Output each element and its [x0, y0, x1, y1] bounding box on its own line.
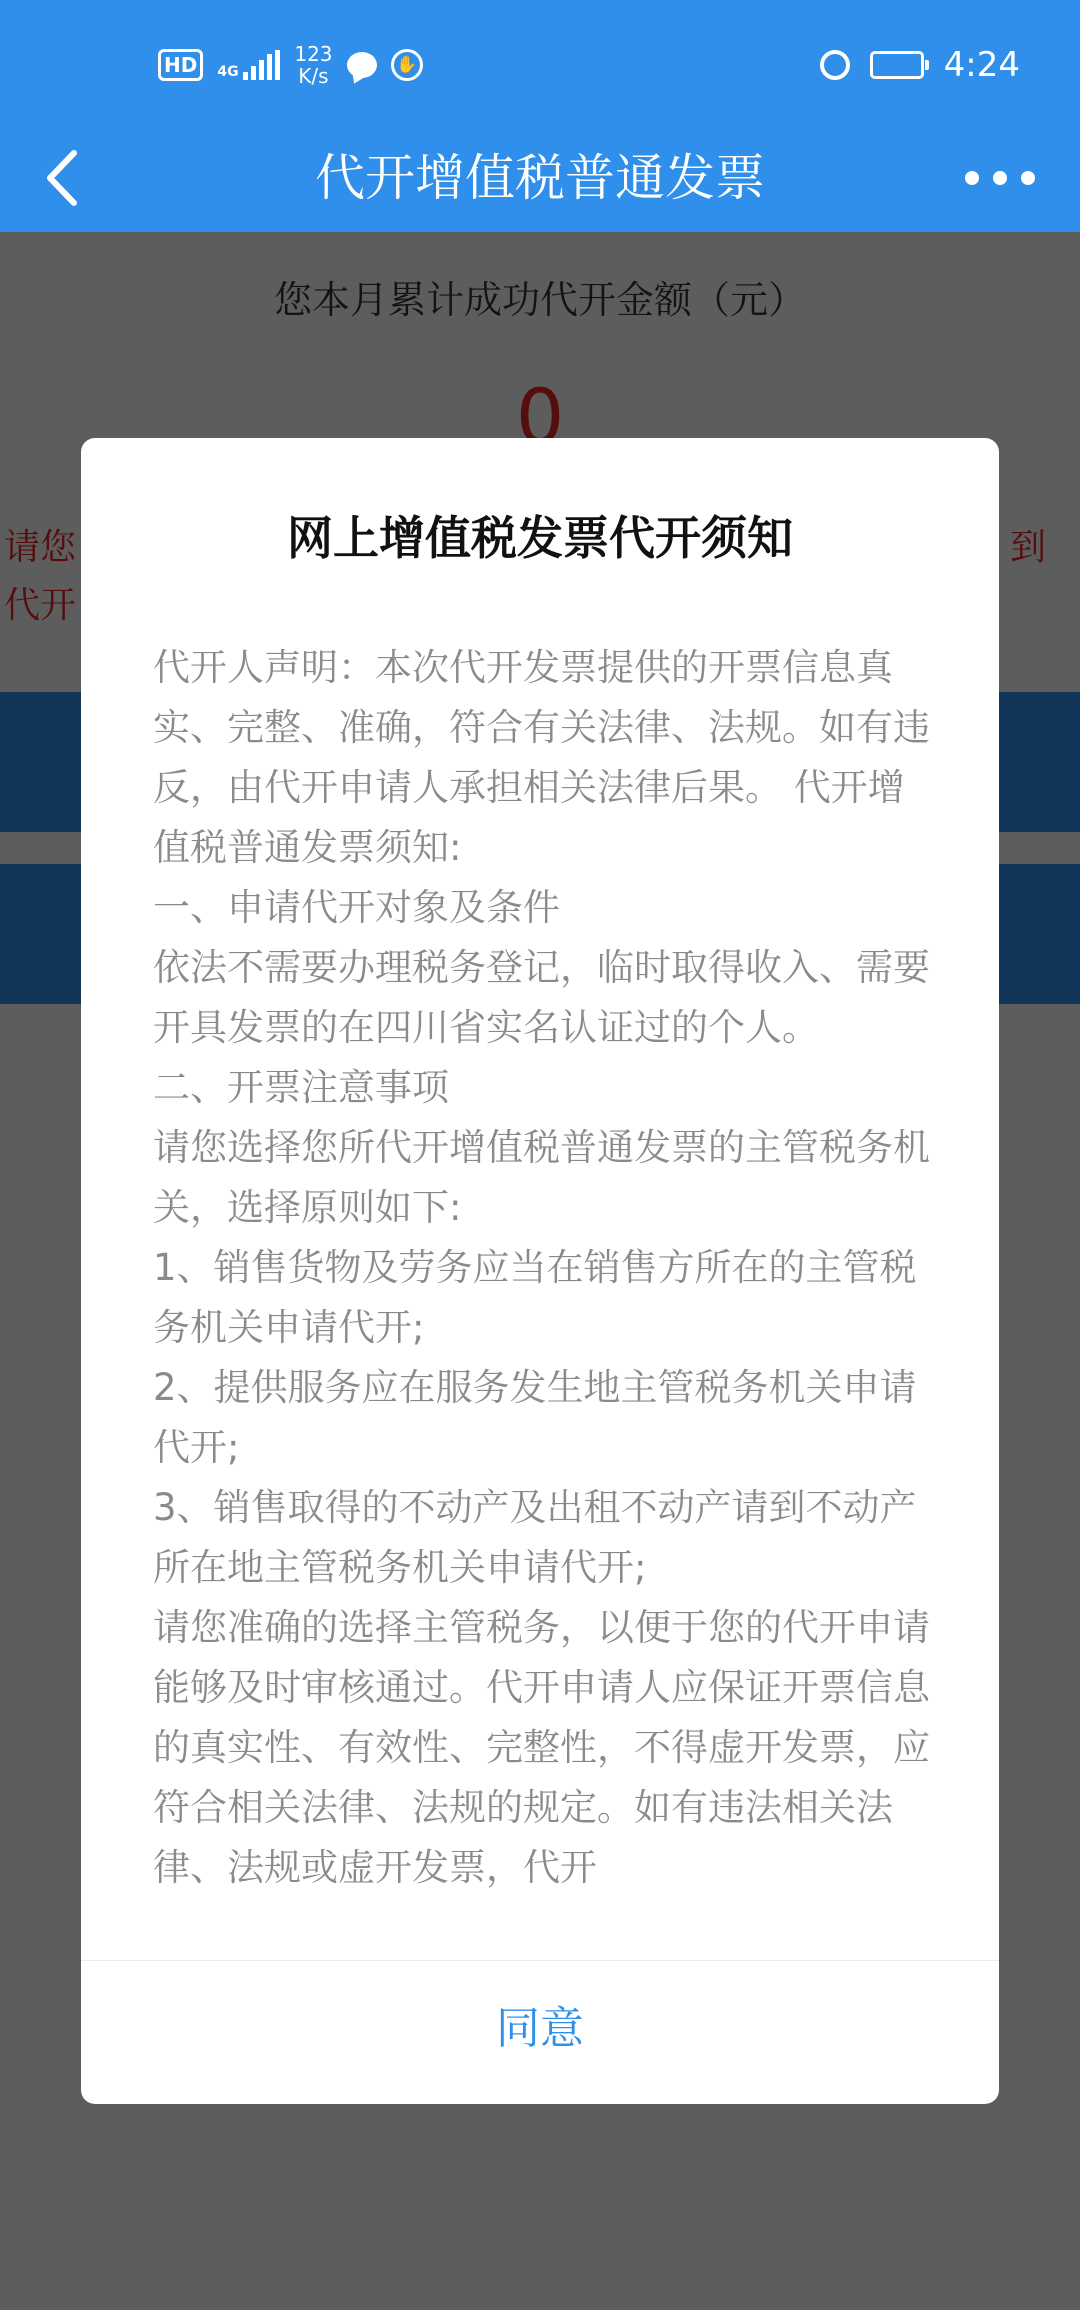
dialog-paragraph: 1、销售货物及劳务应当在销售方所在的主管税务机关申请代开; [153, 1246, 917, 1349]
dialog-footer [81, 1960, 999, 2105]
dialog-paragraph: 二、开票注意事项 [153, 1066, 449, 1109]
battery-icon [870, 51, 924, 79]
chevron-left-icon [30, 143, 100, 213]
signal-icon [217, 50, 280, 80]
app-header [0, 0, 1080, 232]
nav-bar [0, 125, 1080, 232]
network-speed-value: 123 [294, 42, 333, 66]
dialog-paragraph: 依法不需要办理税务登记，临时取得收入、需要开具发票的在四川省实名认证过的个人。 [153, 946, 930, 1049]
more-dots-icon[interactable] [940, 147, 1060, 209]
network-speed-unit: K/s [298, 64, 329, 88]
network-type: 4G [217, 64, 239, 80]
notice-dialog [81, 438, 999, 2104]
hd-icon: HD [158, 49, 203, 81]
page-title: 代开增值税普通发票 [315, 149, 765, 207]
dialog-title: 网上增值税发票代开须知 [287, 511, 793, 565]
dialog-paragraph: 2、提供服务应在服务发生地主管税务机关申请代开; [153, 1366, 917, 1469]
status-bar-right [820, 40, 1020, 90]
dialog-paragraph: 请您准确的选择主管税务，以便于您的代开申请能够及时审核通过。代开申请人应保证开票信息的真实性、有效性、完整性，不得虚开发票，应符合相关法律、法规的规定。如有违法相关法律、法规或虚开发票，代开 [153, 1606, 930, 1889]
status-bar-left [158, 40, 423, 90]
network-speed [294, 43, 332, 87]
dialog-body[interactable] [153, 638, 933, 1889]
hand-icon: ✋ [391, 49, 423, 81]
status-bar [0, 0, 1080, 125]
dialog-paragraph: 请您选择您所代开增值税普通发票的主管税务机关，选择原则如下: [153, 1126, 930, 1229]
dialog-paragraph: 3、销售取得的不动产及出租不动产请到不动产所在地主管税务机关申请代开; [153, 1486, 917, 1589]
chat-icon [347, 52, 377, 78]
dialog-paragraph: 代开人声明：本次代开发票提供的开票信息真实、完整、准确，符合有关法律、法规。如有违反，由代开申请人承担相关法律后果。 代开增值税普通发票须知: [153, 646, 930, 869]
alarm-icon [820, 50, 850, 80]
dialog-paragraph: 一、申请代开对象及条件 [153, 886, 560, 929]
agree-button[interactable]: 同意 [496, 2003, 584, 2054]
status-time: 4:24 [943, 45, 1020, 85]
back-button[interactable] [30, 143, 100, 213]
